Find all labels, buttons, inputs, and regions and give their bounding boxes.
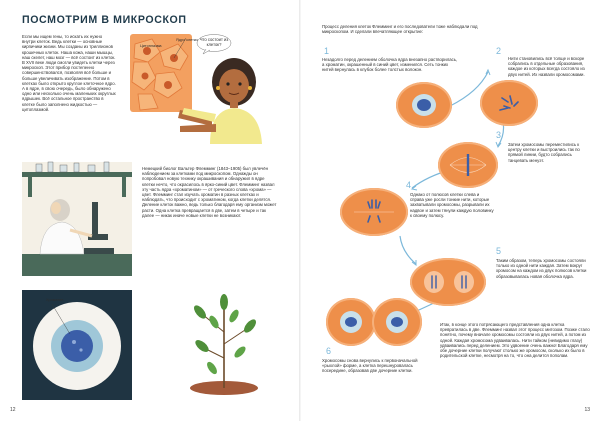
page-title: ПОСМОТРИМ В МИКРОСКОП bbox=[22, 14, 187, 26]
step-text-3: Затем хромосомы переместились к центру клетки и выстроились так по прямой линии, будто собрались танцевать менуэт. bbox=[508, 142, 580, 163]
separating-chromosomes-stage-4 bbox=[350, 196, 398, 228]
scientist-pointing-illustration bbox=[176, 52, 286, 144]
step-number-6: 6 bbox=[326, 346, 332, 356]
daughter-nuclei-stage-6 bbox=[336, 308, 416, 338]
speech-bubble-text: Что состоит из клеток? bbox=[199, 37, 229, 47]
growing-plant-illustration bbox=[180, 292, 270, 396]
conclusion-paragraph: Итак, в конце этого потрясающего представления одна клетка превратилась в две. Флемминг назвал этот процесс митозом. Позже стало понятно, почему вначале хромосомы состояли из двух нитей, а потом из одной. Каждая хромосома удваивалась. Нити тайком (невидимо глазу) удваивались перед делением. Это удвоение очень важно! Благодаря ему обе дочерние клетки получают столько же хромосом, сколько их было в родительской клетке, несмотря на то, что она делится пополам. bbox=[440, 322, 590, 359]
step-text-1: Незадолго перед делением оболочка ядра внезапно растворилась, а хроматин, окрашенный в синий цвет, изменился. Сеть тонких нитей вернулась в клубок более толстых волокон. bbox=[322, 57, 458, 73]
spindle-stage-3 bbox=[448, 148, 488, 182]
page-number-left: 12 bbox=[10, 407, 16, 413]
step-number-1: 1 bbox=[324, 46, 330, 56]
chromosomes-stage-2 bbox=[496, 92, 524, 116]
step-text-5: Таким образом, теперь хромосомы состояли только из одной нити каждая. Затем вокруг хромосом на каждом из двух полюсов клетки образовывалась новая оболочка ядра. bbox=[496, 258, 587, 279]
right-page bbox=[300, 0, 600, 421]
two-nuclei-forming-stage-5 bbox=[420, 266, 478, 298]
microscope-view-illustration bbox=[22, 290, 132, 400]
intro-paragraph: Если мы ищем гены, то искать их нужно внутри клеток. Ведь клетки — основные кирпичики жизни. Мы созданы из триллионов крошечных клеток. Наша кожа, наши мышцы, наш скелет, наш мозг — всё состоит из клеток. В XVII веке люди смогли увидеть клетки через микроскоп. Этот прибор постепенно совершенствовался, позволяя всё больше и больше увеличивать изображение. Потом в клетках было открыто круглое клеточное ядро. А в ядре, в свою очередь, было обнаружено одно или несколько очень маленьких округлых ядрышек. Всё остальное пространство в клетке было заполнено жидкостью — цитоплазмой. bbox=[22, 34, 116, 112]
step-number-3: 3 bbox=[496, 130, 502, 140]
label-nucleus: Ядро клетки bbox=[176, 38, 198, 42]
label-chromatin: Хроматин bbox=[46, 298, 64, 302]
step-number-4: 4 bbox=[406, 180, 412, 190]
step-text-4: Однако от полюсов клетки слева и справа уже росли тонкие нити, которые захватывали хромосомы, разрывали их надвое и затем тянули каждую половинку к своему полюсу. bbox=[410, 192, 494, 218]
label-cytoplasm: Цитоплазма bbox=[140, 44, 162, 48]
lab-microscope-illustration bbox=[22, 162, 132, 276]
flemming-paragraph: Немецкий биолог Вальтер Флемминг (1843–1905) был увлечён наблюдением за клетками под микроскопом. Однажды он попробовал новую технику окрашивания и обнаружил в ядре клетки нечто, что окрасилось в ярко-синий цвет. Флемминг назвал эту часть ядра «хроматином» — от греческого слова «хрома» — цвет. Флемминг стал изучать хроматин в разных клетках и наблюдать, что происходит с хроматином, когда клетки делятся. Деление клеток важно, ведь только благодаря ему организм может расти. Одна клетка превращается в две, затем в четыре и так далее — никак иначе новые клетки не возникают. bbox=[142, 166, 277, 218]
step-text-6: Хромосомы снова вернулись к первоначальной «рыхлой» форме, а клетка перешнуровалась посередине, образовав две дочерние клетки. bbox=[322, 358, 418, 374]
step-number-2: 2 bbox=[496, 46, 502, 56]
nucleus-stage-1 bbox=[410, 92, 438, 118]
division-intro: Процесс деления клеток Флемминг и его последователи тоже наблюдали под микроскопом. И сделали впечатляющее открытие: bbox=[322, 24, 478, 35]
step-text-2: Нити становились всё толще и вскоре собрались в отдельные образования, каждое из которых всегда состояло из двух нитей. Их назвали хромосомами. bbox=[508, 56, 585, 77]
page-number-right: 13 bbox=[584, 407, 590, 413]
step-number-5: 5 bbox=[496, 246, 502, 256]
